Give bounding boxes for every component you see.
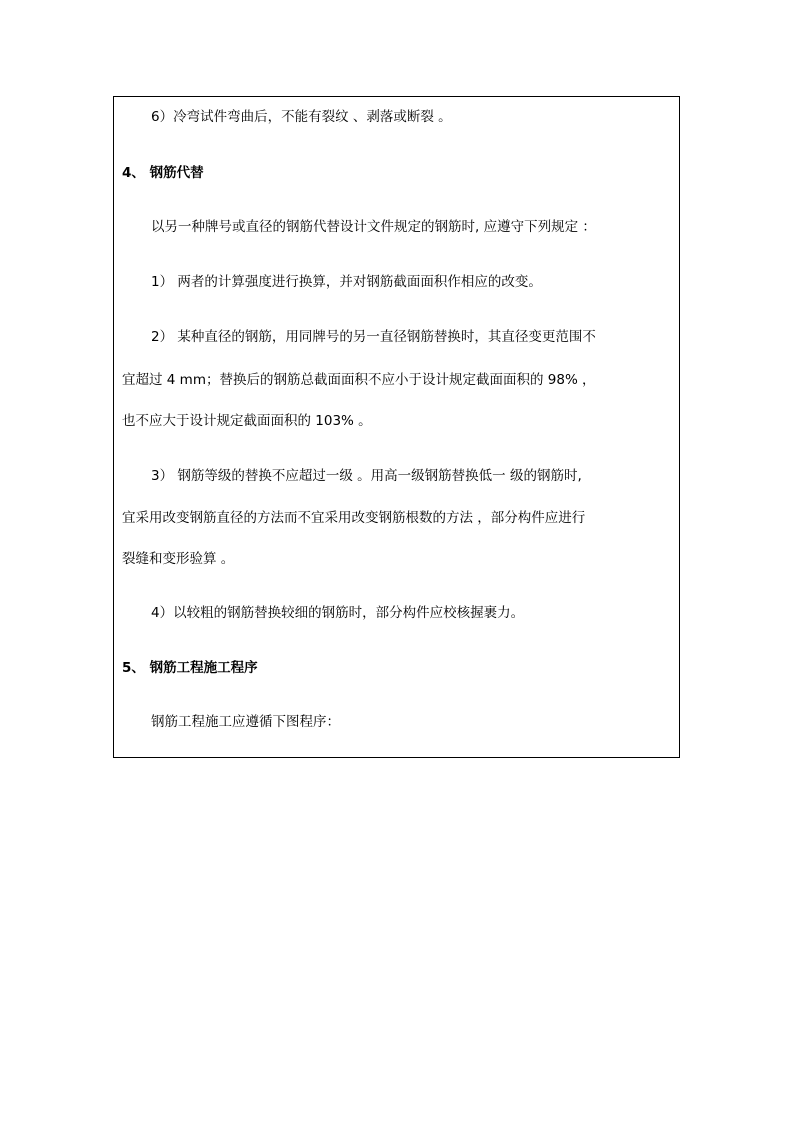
text-line: 裂缝和变形验算 。	[122, 551, 235, 567]
text-line: 以另一种牌号或直径的钢筋代替设计文件规定的钢筋时, 应遵守下列规定 ：	[151, 219, 596, 235]
text-line: 6）冷弯试件弯曲后，不能有裂纹 、剥落或断裂 。	[151, 109, 452, 125]
text-line: 钢筋工程施工应遵循下图程序：	[151, 714, 340, 730]
section-heading: 4、 钢筋代替	[122, 165, 204, 181]
text-line: 宜采用改变钢筋直径的方法而不宜采用改变钢筋根数的方法 ，部分构件应进行	[122, 510, 586, 526]
text-line: 4）以较粗的钢筋替换较细的钢筋时，部分构件应校核握裹力。	[151, 605, 525, 621]
document-frame	[113, 96, 680, 758]
text-line: 3） 钢筋等级的替换不应超过一级 。用高一级钢筋替换低一 级的钢筋时,	[151, 468, 582, 484]
text-line: 1） 两者的计算强度进行换算，并对钢筋截面面积作相应的改变。	[151, 274, 542, 290]
text-line: 2） 某种直径的钢筋，用同牌号的另一直径钢筋替换时，其直径变更范围不	[151, 329, 596, 345]
section-heading: 5、 钢筋工程施工程序	[122, 660, 258, 676]
text-line: 宜超过 4 mm；替换后的钢筋总截面面积不应小于设计规定截面面积的 98% ，	[122, 372, 596, 388]
text-line: 也不应大于设计规定截面面积的 103% 。	[122, 413, 372, 429]
